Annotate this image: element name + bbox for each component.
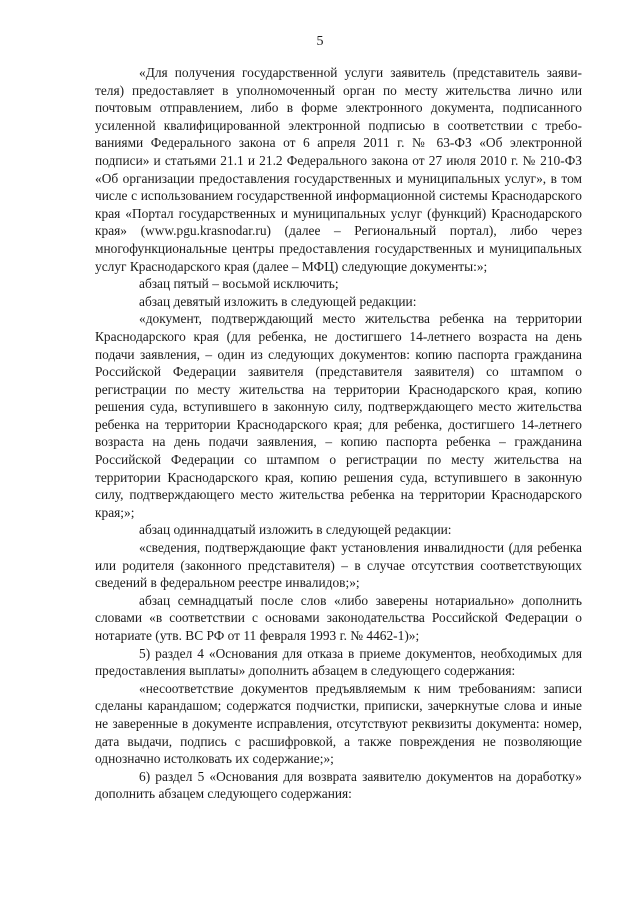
paragraph-ninth-intro: абзац девятый изложить в следующей редакции: [139,293,417,309]
document-body [95,64,582,803]
page-number: 5 [316,34,324,49]
paragraph-application-documents: «Для получения государственной услуги заявитель (представитель заявителя) предоставляет в уполномоченный орган по месту жительства лично или почтовым отправлением, либо в форме электронного документа, подписанного усиленной квалифицированной электронной подписью в соответствии с требованиями Федерального закона от 6 апреля 2011 г. № 63-ФЗ «Об электронной подписи» и статьями 21.1 и 21.2 Федерального закона от 27 июля 2010 г. № 210-ФЗ «Об организации предоставления государственных и муниципальных услуг», в том числе с использованием государственной информационной системы Краснодарского края «Портал государственных и муниципальных услуг (функций) Краснодарского края» (www.pgu.krasnodar.ru) (далее – Региональный портал), либо через многофункциональные центры предоставления государственных и муниципальных услуг Краснодарского края (далее – МФЦ) следующие документы:»; [95,65,582,274]
paragraph-exclude-five-eight: абзац пятый – восьмой исключить; [139,276,339,292]
paragraph-section-5: 6) раздел 5 «Основания для возврата заявителю документов на доработку» дополнить абзацем следующего содержания: [95,768,582,802]
paragraph-eleventh-intro: абзац одиннадцатый изложить в следующей редакции: [139,522,452,538]
paragraph-document-requirements: «несоответствие документов предъявляемым к ним требованиям: записи сделаны карандашом; содержатся подчистки, приписки, зачеркнутые слова и иные не заверенные в документе исправления, отсутствуют реквизиты документа: номер, дата выдачи, подпись с расшифровкой, а также повреждения не позволяющие однозначно истолковать их содержание;»; [95,680,582,767]
paragraph-residence-document: «документ, подтверждающий место жительства ребенка на территории Краснодарского края (для ребенка, не достигшего 14-летнего возраста на день подачи заявления, – один из следующих документов: копию паспорта гражданина Российской Федерации заявителя (представителя заявителя) со штампом о регистрации по месту жительства на территории Краснодарского края, копию решения суда, вступившего в законную силу, подтверждающего место жительства ребенка на территории Краснодарского края; для ребенка, достигшего 14-летнего возраста на день подачи заявления, – копию паспорта ребенка – гражданина Российской Федерации со штампом о регистрации по месту жительства на территории Краснодарского края, копию решения суда, вступившего в законную силу, подтверждающего место жительства ребенка на территории Краснодарского края;»; [95,311,582,520]
paragraph-section-4: 5) раздел 4 «Основания для отказа в приеме документов, необходимых для предоставления выплаты» дополнить абзацем в следующего содержания: [95,645,582,679]
paragraph-disability-info: «сведения, подтверждающие факт установления инвалидности (для ребенка или родителя (законного представителя) – в случае отсутствия соответствующих сведений в федеральном реестре инвалидов;»; [95,540,582,591]
paragraph-seventeenth-amendment: абзац семнадцатый после слов «либо заверены нотариально» дополнить словами «в соответствии с основами законодательства Российской Федерации о нотариате (утв. ВС РФ от 11 февраля 1993 г. № 4462-1)»; [95,592,582,643]
